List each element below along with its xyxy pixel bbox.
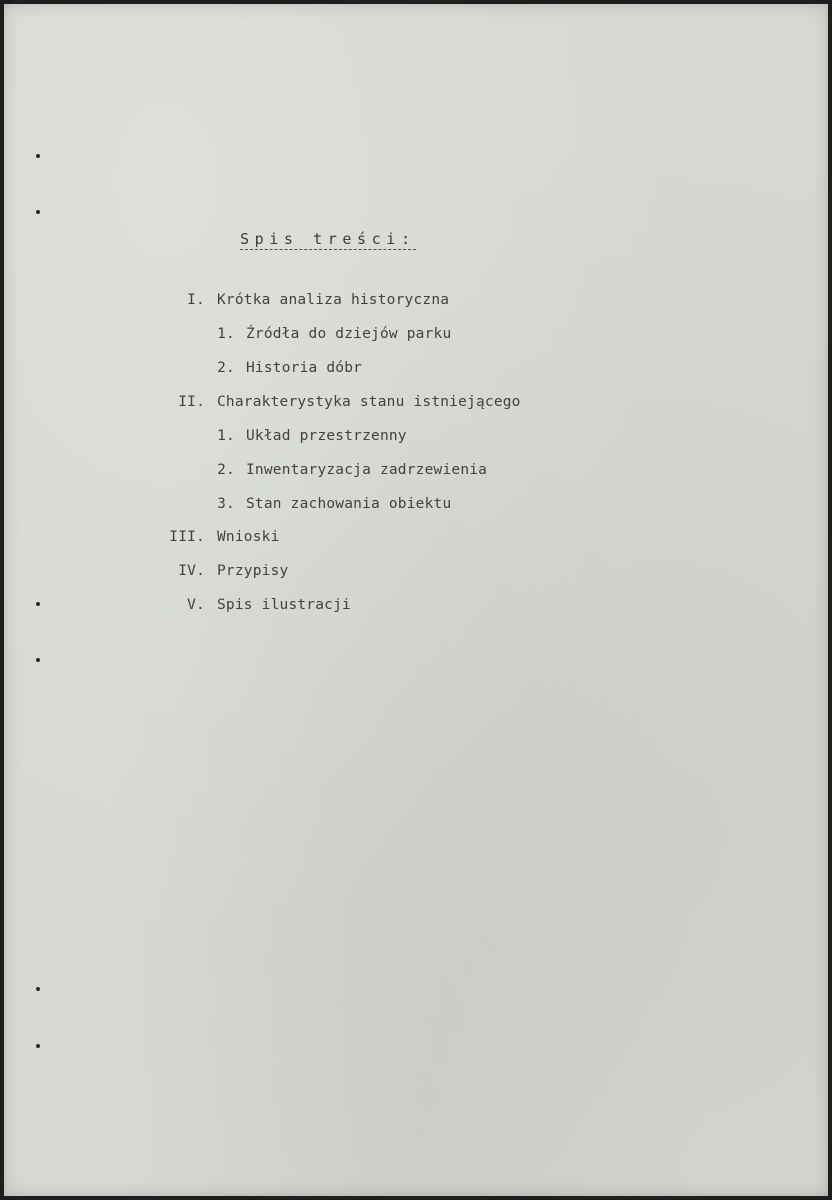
margin-mark [36, 154, 40, 158]
margin-mark [36, 987, 40, 991]
toc-entry [0, 393, 832, 411]
toc-entry [0, 291, 832, 309]
margin-mark [36, 658, 40, 662]
toc-entry-number: I. [187, 292, 205, 308]
toc-entry-number: 1. [217, 326, 235, 342]
toc-entry-text: Źródła do dziejów parku [246, 326, 452, 342]
toc-entry-text: Przypisy [217, 563, 289, 579]
toc-entry [0, 528, 832, 546]
toc-entry-number: 2. [217, 462, 235, 478]
toc-subentry [0, 359, 832, 377]
toc-entry-number: IV. [178, 563, 205, 579]
toc-entry-number: V. [187, 597, 205, 613]
toc-entry-number: III. [169, 529, 205, 545]
page-title: Spis treści: [240, 230, 416, 248]
toc-entry-text: Wnioski [217, 529, 280, 545]
toc-entry-text: Krótka analiza historyczna [217, 292, 450, 308]
toc-entry-number: II. [178, 394, 205, 410]
toc-subentry [0, 495, 832, 513]
toc-subentry [0, 461, 832, 479]
toc-entry-number: 2. [217, 360, 235, 376]
toc-subentry [0, 427, 832, 445]
margin-mark [36, 210, 40, 214]
margin-mark [36, 1044, 40, 1048]
toc-entry-text: Historia dóbr [246, 360, 363, 376]
toc-entry-text: Układ przestrzenny [246, 428, 407, 444]
toc-entry [0, 596, 832, 614]
toc-entry-text: Charakterystyka stanu istniejącego [217, 394, 521, 410]
toc-entry-number: 1. [217, 428, 235, 444]
toc-entry-text: Stan zachowania obiektu [246, 496, 452, 512]
toc-entry-text: Inwentaryzacja zadrzewienia [246, 462, 488, 478]
toc-subentry [0, 325, 832, 343]
toc-entry-number: 3. [217, 496, 235, 512]
toc-entry [0, 562, 832, 580]
toc-entry-text: Spis ilustracji [217, 597, 351, 613]
